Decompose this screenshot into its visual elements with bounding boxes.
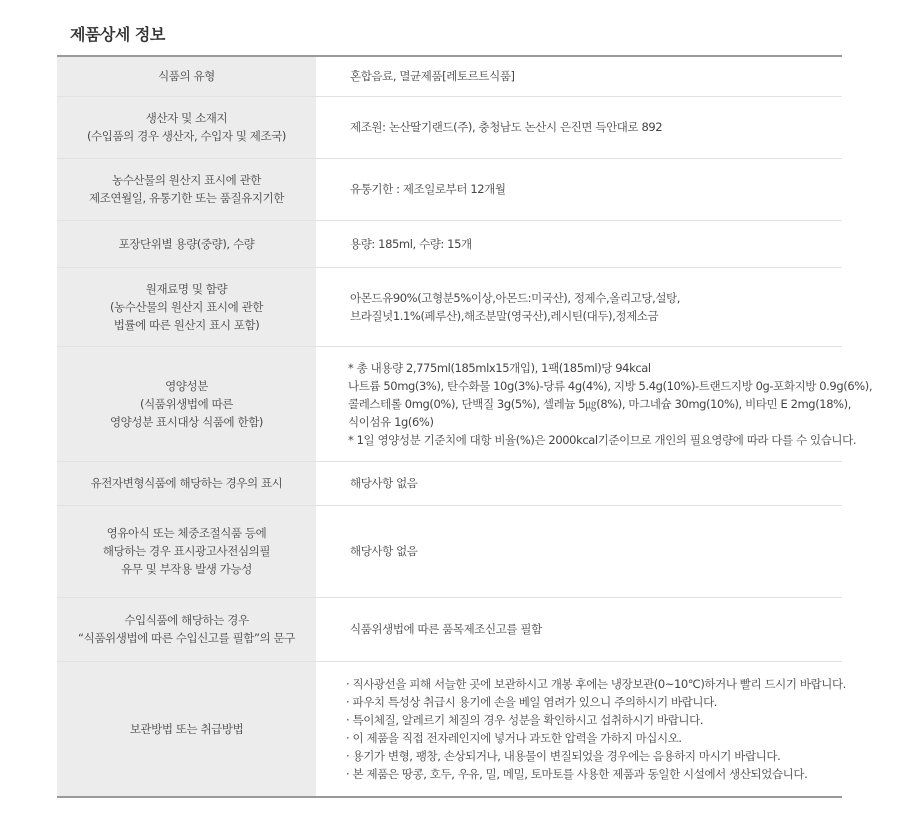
label-line: 유전자변형식품에 해당하는 경우의 표시	[90, 476, 283, 490]
row-gmo	[57, 461, 842, 505]
product-info-table	[57, 55, 873, 798]
row-expiry	[57, 158, 842, 220]
value-line: 콜레스테롤 0mg(0%), 단백질 3g(5%), 셀레늄 5㎍(8%), 마그네슘 30mg(10%), 비타민 E 2mg(18%),	[348, 396, 851, 411]
label-line: 유무 및 부작용 발생 가능성	[121, 562, 252, 576]
row-label	[57, 597, 316, 661]
label-line: 생산자 및 소재지	[145, 111, 228, 125]
value-line: · 특이체질, 알레르기 체질의 경우 성분을 확인하시고 섭취하시기 바랍니다.	[346, 712, 704, 727]
value-line: · 본 제품은 땅콩, 호두, 우유, 밀, 메밀, 토마토를 사용한 제품과 동일한 시설에서 생산되었습니다.	[346, 766, 808, 781]
row-label	[57, 505, 316, 597]
value-line: · 파우치 특성상 취급시 용기에 손을 베일 염려가 있으니 주의하시기 바랍니다.	[346, 694, 718, 709]
row-label	[57, 346, 316, 461]
value-line: · 이 제품을 직접 전자레인지에 넣거나 과도한 압력을 가하지 마십시오.	[346, 730, 682, 745]
row-infant-diet	[57, 505, 842, 597]
row-value	[316, 158, 842, 220]
value-line: · 직사광선을 피해 서늘한 곳에 보관하시고 개봉 후에는 냉장보관(0~10℃)하거나 빨리 드시기 바랍니다.	[346, 676, 846, 691]
label-line: 포장단위별 용량(중량), 수량	[118, 236, 255, 251]
row-label	[57, 661, 316, 797]
row-import-notice	[57, 597, 842, 661]
value-line: 식품위생법에 따른 품목제조신고를 필함	[350, 622, 542, 636]
label-line: 제조연월일, 유통기한 또는 품질유지기한	[88, 191, 285, 205]
label-line: 식품의 유형	[158, 69, 215, 84]
value-line: · 용기가 변형, 팽창, 손상되거나, 내용물이 변질되었을 경우에는 음용하지 마시기 바랍니다.	[346, 748, 781, 763]
value-line: 아몬드유90%(고형분5%이상,아몬드:미국산), 정제수,올리고당,설탕,	[350, 290, 680, 305]
label-line: 보관방법 또는 취급방법	[129, 721, 244, 736]
row-value	[316, 461, 842, 505]
value-line: 용량: 185ml, 수량: 15개	[350, 236, 472, 251]
value-line: * 1일 영양성분 기준치에 대항 비율(%)은 2000kcal기준이므로 개인의 필요영량에 따라 다를 수 있습니다.	[348, 432, 857, 447]
value-line: 혼합음료, 멸균제품[레토르트식품]	[350, 69, 515, 84]
value-line: 제조원: 논산딸기랜드(주), 충청남도 논산시 은진면 득안대로 892	[350, 120, 663, 134]
row-capacity-quantity	[57, 220, 842, 267]
row-value	[316, 346, 873, 461]
label-line: 원재료명 및 함량	[145, 281, 228, 296]
row-value	[316, 220, 842, 267]
row-value	[316, 505, 842, 597]
row-label	[57, 56, 316, 96]
row-nutrition	[57, 346, 842, 461]
row-ingredients	[57, 267, 842, 346]
row-producer-location	[57, 96, 842, 158]
row-value	[316, 661, 846, 797]
row-value	[316, 597, 842, 661]
row-food-type	[57, 56, 842, 96]
value-line: 브라질넛1.1%(페루산),해조분말(영국산),레시틴(대두),정제소금	[350, 308, 659, 323]
value-line: 해당사항 없음	[350, 476, 418, 490]
row-label	[57, 267, 316, 346]
row-storage-handling	[57, 661, 842, 797]
row-value	[316, 96, 842, 158]
row-label	[57, 461, 316, 505]
label-line: 수입식품에 해당하는 경우	[124, 613, 249, 627]
label-line: 법률에 따른 원산지 표시 포함)	[113, 317, 260, 332]
section-title: 제품상세 정보	[70, 25, 165, 44]
row-label	[57, 96, 316, 158]
label-line: 영양성분 표시대상 식품에 한함)	[109, 414, 264, 429]
value-line: 해당사항 없음	[350, 544, 418, 558]
row-value	[316, 56, 842, 96]
row-label	[57, 220, 316, 267]
label-line: 영유아식 또는 체중조절식품 등에	[106, 526, 267, 540]
value-line: 유통기한 : 제조일로부터 12개월	[350, 182, 506, 196]
row-value	[316, 267, 842, 346]
value-line: 식이섬유 1g(6%)	[348, 414, 434, 429]
label-line: (식품위생법에 따른	[139, 396, 233, 411]
label-line: 영양성분	[165, 378, 208, 393]
label-line: (농수산물의 원산지 표시에 관한	[109, 299, 264, 314]
label-line: “식품위생법에 따른 수입신고를 필함”의 문구	[78, 631, 295, 645]
label-line: 농수산물의 원산지 표시에 관한	[112, 173, 261, 187]
value-line: * 총 내용량 2,775ml(185mlx15개입), 1팩(185ml)당 94kcal	[348, 360, 651, 375]
value-line: 나트륨 50mg(3%), 탄수화물 10g(3%)-당류 4g(4%), 지방 5.4g(10%)-트랜드지방 0g-포화지방 0.9g(6%),	[348, 378, 873, 393]
label-line: 해당하는 경우 표시광고사전심의필	[102, 544, 271, 558]
row-label	[57, 158, 316, 220]
label-line: (수입품의 경우 생산자, 수입자 및 제조국)	[86, 129, 287, 143]
